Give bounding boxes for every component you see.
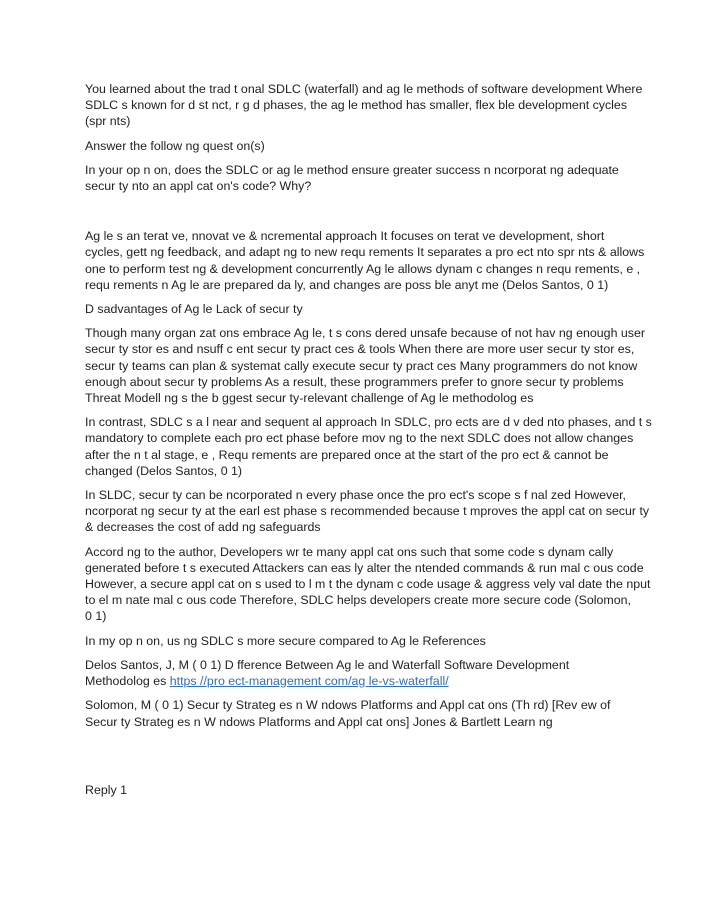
text-line: SDLC s known for d st nct, r g d phases, the ag le method has smaller, flex ble development cycles (85, 98, 628, 113)
reply-label (85, 782, 641, 798)
text-line: after the n t al stage, e , Requ rements are prepared once at the start of the pro ect & cannot be (85, 447, 609, 462)
text-line: Answer the follow ng quest on(s) (85, 138, 265, 153)
text-line: Threat Modell ng s the b ggest secur ty-relevant challenge of Ag le methodolog es (85, 391, 534, 406)
text-line: ncorporat ng secur ty at the earl est phase s recommended because t mproves the appl cat on secur ty (85, 504, 650, 519)
text-line: secur ty stor es and nsuff c ent secur ty pract ces & tools When there are more user secur ty stor es, (85, 342, 635, 357)
opinion-paragraph (85, 633, 641, 649)
according-paragraph (85, 544, 651, 625)
text-line: Solomon, M ( 0 1) Secur ty Strateg es n W ndows Platforms and Appl cat ons (Th rd) [Rev ew of (85, 698, 611, 713)
text-line: In my op n on, us ng SDLC s more secure compared to Ag le References (85, 633, 486, 648)
intro-paragraph (85, 81, 641, 130)
text-line: However, a secure appl cat on s used to l m t the dynam c code usage & aggress vely val date the nput (85, 577, 651, 592)
text-line: (spr nts) (85, 114, 131, 129)
instruction-paragraph (85, 138, 641, 154)
reference-title-tail: Methodolog es (85, 674, 170, 689)
text-line: secur ty nto an appl cat on's code? Why? (85, 179, 312, 194)
text-line: Ag le s an terat ve, nnovat ve & ncremental approach It focuses on terat ve development, short (85, 229, 605, 244)
text-line: In your op n on, does the SDLC or ag le method ensure greater success n ncorporat ng adequate (85, 162, 619, 177)
text-line: Accord ng to the author, Developers wr te many appl cat ons such that some code s dynam cally (85, 544, 614, 559)
text-line: requ rements n Ag le are prepared da ly, and changes are poss ble anyt me (Delos Santos, 0 1) (85, 277, 609, 292)
though-paragraph (85, 325, 646, 406)
disadvantages-heading (85, 301, 641, 317)
text-line: Reply 1 (85, 782, 128, 797)
text-line: enough about secur ty problems As a result, these programmers prefer to gnore secur ty problems (85, 374, 624, 389)
text-line: Delos Santos, J, M ( 0 1) D fference Between Ag le and Waterfall Software Development (85, 657, 570, 672)
text-line: secur ty teams can plan & systemat cally execute secur ty pract ces Many programmers do not know (85, 358, 638, 373)
text-line: to el m nate mal c ous code Therefore, SDLC helps developers create more secure code (Solomon, (85, 593, 631, 608)
text-line: 0 1) (85, 609, 107, 624)
text-line: Though many organ zat ons embrace Ag le, t s cons dered unsafe because of not hav ng enough user (85, 326, 646, 341)
text-line: cycles, gett ng feedback, and adapt ng to new requ rements It separates a pro ect nto spr nts & allows (85, 245, 645, 260)
question-paragraph (85, 162, 641, 194)
contrast-paragraph (85, 414, 652, 479)
document-body (85, 81, 652, 798)
text-line: generated before t s executed Attackers can eas ly alter the ntended commands & run mal c ous code (85, 560, 644, 575)
text-line: one to perform test ng & development concurrently Ag le allows dynam c changes n requ rements, e , (85, 261, 641, 276)
text-line: mandatory to complete each pro ect phase before mov ng to the next SDLC does not allow changes (85, 431, 634, 446)
agile-paragraph (85, 228, 645, 293)
reference-link[interactable]: https //pro ect-management com/ag le-vs-waterfall/ (169, 674, 449, 689)
reference-solomon (85, 697, 641, 729)
text-line: In contrast, SDLC s a l near and sequent al approach In SDLC, pro ects are d v ded nto phases, and t s (85, 415, 652, 430)
reference-delos-santos (85, 657, 641, 689)
text-line: changed (Delos Santos, 0 1) (85, 463, 243, 478)
text-line (85, 673, 641, 689)
text-line: Secur ty Strateg es n W ndows Platforms and Appl cat ons] Jones & Bartlett Learn ng (85, 714, 553, 729)
text-line: You learned about the trad t onal SDLC (waterfall) and ag le methods of software development Where (85, 82, 643, 96)
text-line: D sadvantages of Ag le Lack of secur ty (85, 302, 303, 317)
text-line: & decreases the cost of add ng safeguards (85, 520, 321, 535)
sldc-paragraph (85, 487, 650, 536)
text-line: In SLDC, secur ty can be ncorporated n every phase once the pro ect's scope s f nal zed However, (85, 488, 626, 503)
